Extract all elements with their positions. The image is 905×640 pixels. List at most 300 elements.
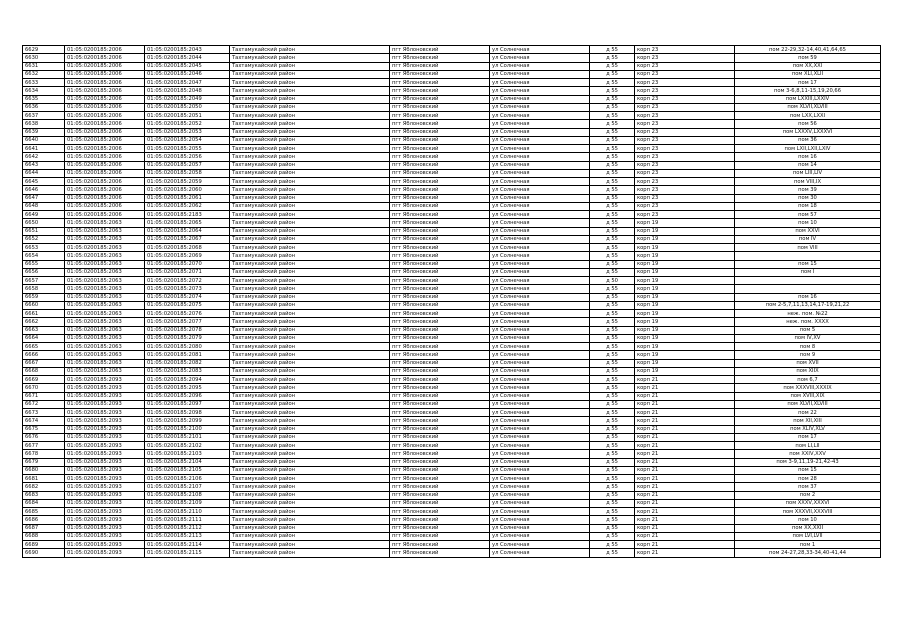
cell-cadastral: 01:05:0200185:2051 (145, 112, 230, 120)
cell-building: корп 21 (635, 491, 735, 499)
table-row (23, 475, 881, 483)
table-row (23, 450, 881, 458)
cell-settlement: пгт Яблоновский (390, 450, 490, 458)
cell-parent-cadastral: 01:05:0200185:2063 (65, 252, 145, 260)
cell-house: д 55 (590, 326, 635, 334)
cell-cadastral: 01:05:0200185:2082 (145, 359, 230, 367)
table-row (23, 103, 881, 111)
cell-building: корп 19 (635, 318, 735, 326)
cell-settlement: пгт Яблоновский (390, 145, 490, 153)
cell-building: корп 19 (635, 351, 735, 359)
cell-street: ул Солнечная (490, 54, 590, 62)
cell-district: Тахтамукайский район (230, 194, 390, 202)
cell-cadastral: 01:05:0200185:2099 (145, 417, 230, 425)
table-row (23, 367, 881, 375)
cell-building: корп 21 (635, 409, 735, 417)
cell-street: ул Солнечная (490, 532, 590, 540)
table-row (23, 161, 881, 169)
cell-street: ул Солнечная (490, 425, 590, 433)
cell-house: д 55 (590, 458, 635, 466)
cell-building: корп 19 (635, 301, 735, 309)
cell-parent-cadastral: 01:05:0200185:2006 (65, 186, 145, 194)
cell-building: корп 21 (635, 466, 735, 474)
table-row (23, 46, 881, 54)
cell-parent-cadastral: 01:05:0200185:2093 (65, 532, 145, 540)
cell-house: д 55 (590, 433, 635, 441)
cell-premises: пом 5 (735, 326, 881, 334)
cell-street: ул Солнечная (490, 112, 590, 120)
cell-house: д 55 (590, 367, 635, 375)
table-row (23, 79, 881, 87)
cell-cadastral: 01:05:0200185:2095 (145, 384, 230, 392)
cell-settlement: пгт Яблоновский (390, 219, 490, 227)
cell-cadastral: 01:05:0200185:2043 (145, 46, 230, 54)
cell-street: ул Солнечная (490, 326, 590, 334)
cell-cadastral: 01:05:0200185:2106 (145, 475, 230, 483)
cell-cadastral: 01:05:0200185:2079 (145, 334, 230, 342)
cell-premises: пом 3-6,8,11-15,19,20,66 (735, 87, 881, 95)
cell-premises: пом 28 (735, 475, 881, 483)
cell-district: Тахтамукайский район (230, 128, 390, 136)
cell-cadastral: 01:05:0200185:2070 (145, 260, 230, 268)
cell-building: корп 23 (635, 46, 735, 54)
table-row (23, 54, 881, 62)
cell-parent-cadastral: 01:05:0200185:2093 (65, 466, 145, 474)
cell-street: ул Солнечная (490, 95, 590, 103)
table-row (23, 516, 881, 524)
table-row (23, 384, 881, 392)
cell-building: корп 23 (635, 120, 735, 128)
cell-cadastral: 01:05:0200185:2113 (145, 532, 230, 540)
cell-premises (735, 277, 881, 285)
cell-district: Тахтамукайский район (230, 524, 390, 532)
cell-building: корп 21 (635, 433, 735, 441)
table-row (23, 334, 881, 342)
cell-settlement: пгт Яблоновский (390, 499, 490, 507)
cell-parent-cadastral: 01:05:0200185:2063 (65, 367, 145, 375)
cell-num: 6679 (23, 458, 65, 466)
cell-street: ул Солнечная (490, 367, 590, 375)
cell-district: Тахтамукайский район (230, 541, 390, 549)
cell-house: д 55 (590, 112, 635, 120)
table-row (23, 178, 881, 186)
cell-cadastral: 01:05:0200185:2061 (145, 194, 230, 202)
cell-num: 6681 (23, 475, 65, 483)
cell-parent-cadastral: 01:05:0200185:2006 (65, 87, 145, 95)
cell-premises: пом 22-29,32-14,40,41,64,65 (735, 46, 881, 54)
cell-premises: пом LI,LII (735, 442, 881, 450)
table-row (23, 310, 881, 318)
cell-street: ул Солнечная (490, 227, 590, 235)
cell-settlement: пгт Яблоновский (390, 392, 490, 400)
cell-building: корп 19 (635, 252, 735, 260)
cell-parent-cadastral: 01:05:0200185:2006 (65, 194, 145, 202)
cell-house: д 55 (590, 235, 635, 243)
cell-num: 6656 (23, 268, 65, 276)
cell-parent-cadastral: 01:05:0200185:2063 (65, 277, 145, 285)
cell-house: д 55 (590, 145, 635, 153)
cell-district: Тахтамукайский район (230, 392, 390, 400)
cell-building: корп 21 (635, 392, 735, 400)
cell-house: д 55 (590, 95, 635, 103)
cell-cadastral: 01:05:0200185:2056 (145, 153, 230, 161)
cell-house: д 55 (590, 549, 635, 557)
cell-cadastral: 01:05:0200185:2111 (145, 516, 230, 524)
cell-parent-cadastral: 01:05:0200185:2093 (65, 376, 145, 384)
cell-house: д 55 (590, 516, 635, 524)
cell-district: Тахтамукайский район (230, 120, 390, 128)
cell-cadastral: 01:05:0200185:2058 (145, 169, 230, 177)
cell-street: ул Солнечная (490, 351, 590, 359)
cell-settlement: пгт Яблоновский (390, 359, 490, 367)
table-row (23, 277, 881, 285)
cell-street: ул Солнечная (490, 235, 590, 243)
cell-parent-cadastral: 01:05:0200185:2063 (65, 334, 145, 342)
cell-district: Тахтамукайский район (230, 260, 390, 268)
table-row (23, 433, 881, 441)
table-row (23, 400, 881, 408)
cell-cadastral: 01:05:0200185:2045 (145, 62, 230, 70)
cell-premises: пом 16 (735, 153, 881, 161)
table-row (23, 466, 881, 474)
cell-settlement: пгт Яблоновский (390, 326, 490, 334)
cell-num: 6637 (23, 112, 65, 120)
cell-parent-cadastral: 01:05:0200185:2006 (65, 161, 145, 169)
cell-num: 6649 (23, 211, 65, 219)
cell-premises: пом 9 (735, 351, 881, 359)
cell-building: корп 23 (635, 136, 735, 144)
cell-num: 6647 (23, 194, 65, 202)
cell-settlement: пгт Яблоновский (390, 310, 490, 318)
cell-house: д 55 (590, 268, 635, 276)
cell-house: д 55 (590, 54, 635, 62)
cell-street: ул Солнечная (490, 343, 590, 351)
cell-parent-cadastral: 01:05:0200185:2063 (65, 268, 145, 276)
cell-street: ул Солнечная (490, 277, 590, 285)
cell-building: корп 19 (635, 293, 735, 301)
cell-house: д 55 (590, 400, 635, 408)
cell-house: д 55 (590, 202, 635, 210)
cell-district: Тахтамукайский район (230, 318, 390, 326)
table-row (23, 425, 881, 433)
cell-settlement: пгт Яблоновский (390, 178, 490, 186)
cell-premises: пом 14 (735, 161, 881, 169)
cell-num: 6682 (23, 483, 65, 491)
cell-num: 6669 (23, 376, 65, 384)
cell-building: корп 21 (635, 376, 735, 384)
cell-premises: пом 2 (735, 491, 881, 499)
cell-district: Тахтамукайский район (230, 442, 390, 450)
cell-settlement: пгт Яблоновский (390, 268, 490, 276)
cell-num: 6638 (23, 120, 65, 128)
cell-building: корп 23 (635, 194, 735, 202)
cell-premises: пом 17 (735, 433, 881, 441)
cell-parent-cadastral: 01:05:0200185:2063 (65, 310, 145, 318)
cell-house: д 55 (590, 508, 635, 516)
cell-street: ул Солнечная (490, 409, 590, 417)
cell-house: д 55 (590, 227, 635, 235)
cell-premises: пом LIII,LIV (735, 169, 881, 177)
cell-street: ул Солнечная (490, 244, 590, 252)
cell-house: д 55 (590, 211, 635, 219)
cell-street: ул Солнечная (490, 334, 590, 342)
cell-premises: пом 1 (735, 541, 881, 549)
cell-premises: пом 56 (735, 120, 881, 128)
cell-cadastral: 01:05:0200185:2064 (145, 227, 230, 235)
cell-num: 6645 (23, 178, 65, 186)
cell-parent-cadastral: 01:05:0200185:2063 (65, 359, 145, 367)
cell-settlement: пгт Яблоновский (390, 95, 490, 103)
cell-street: ул Солнечная (490, 219, 590, 227)
cell-house: д 55 (590, 318, 635, 326)
cell-premises: пом 3-9,11,19-21,42-43 (735, 458, 881, 466)
table-row (23, 95, 881, 103)
cell-premises: пом 30 (735, 194, 881, 202)
cell-num: 6683 (23, 491, 65, 499)
cell-house: д 55 (590, 252, 635, 260)
table-row (23, 227, 881, 235)
cell-cadastral: 01:05:0200185:2073 (145, 285, 230, 293)
cell-building: корп 23 (635, 95, 735, 103)
cell-settlement: пгт Яблоновский (390, 409, 490, 417)
cell-street: ул Солнечная (490, 70, 590, 78)
cell-house: д 55 (590, 310, 635, 318)
cell-parent-cadastral: 01:05:0200185:2063 (65, 227, 145, 235)
cell-building: корп 19 (635, 334, 735, 342)
cell-district: Тахтамукайский район (230, 202, 390, 210)
cell-num: 6655 (23, 260, 65, 268)
cell-settlement: пгт Яблоновский (390, 194, 490, 202)
cell-settlement: пгт Яблоновский (390, 376, 490, 384)
cell-district: Тахтамукайский район (230, 491, 390, 499)
cell-street: ул Солнечная (490, 491, 590, 499)
cell-premises: пом 2-5,7,11,13,14,17-19,21,22 (735, 301, 881, 309)
cell-parent-cadastral: 01:05:0200185:2063 (65, 285, 145, 293)
cell-num: 6635 (23, 95, 65, 103)
cell-district: Тахтамукайский район (230, 145, 390, 153)
cell-num: 6662 (23, 318, 65, 326)
cell-cadastral: 01:05:0200185:2094 (145, 376, 230, 384)
cell-premises: пом 36 (735, 136, 881, 144)
cell-cadastral: 01:05:0200185:2107 (145, 483, 230, 491)
cell-premises: пом 18 (735, 202, 881, 210)
cell-settlement: пгт Яблоновский (390, 301, 490, 309)
cell-num: 6659 (23, 293, 65, 301)
cell-district: Тахтамукайский район (230, 136, 390, 144)
table-row (23, 87, 881, 95)
cell-building: корп 23 (635, 128, 735, 136)
cell-street: ул Солнечная (490, 161, 590, 169)
cell-settlement: пгт Яблоновский (390, 186, 490, 194)
document-table-page (22, 45, 880, 558)
cell-parent-cadastral: 01:05:0200185:2093 (65, 499, 145, 507)
cell-parent-cadastral: 01:05:0200185:2006 (65, 103, 145, 111)
table-row (23, 524, 881, 532)
cell-building: корп 21 (635, 549, 735, 557)
table-row (23, 392, 881, 400)
cell-district: Тахтамукайский район (230, 211, 390, 219)
cell-cadastral: 01:05:0200185:2075 (145, 301, 230, 309)
cell-cadastral: 01:05:0200185:2114 (145, 541, 230, 549)
cell-street: ул Солнечная (490, 376, 590, 384)
cell-house: д 55 (590, 417, 635, 425)
cell-building: корп 21 (635, 400, 735, 408)
cell-settlement: пгт Яблоновский (390, 549, 490, 557)
cell-num: 6689 (23, 541, 65, 549)
cell-premises: пом XXXVIII,XXXIX (735, 384, 881, 392)
cell-settlement: пгт Яблоновский (390, 277, 490, 285)
cell-cadastral: 01:05:0200185:2076 (145, 310, 230, 318)
cell-num: 6629 (23, 46, 65, 54)
cell-cadastral: 01:05:0200185:2103 (145, 450, 230, 458)
cell-settlement: пгт Яблоновский (390, 442, 490, 450)
cell-house: д 55 (590, 194, 635, 202)
cell-street: ул Солнечная (490, 79, 590, 87)
cell-settlement: пгт Яблоновский (390, 343, 490, 351)
table-row (23, 260, 881, 268)
cell-building: корп 21 (635, 425, 735, 433)
cell-house: д 55 (590, 524, 635, 532)
cell-cadastral: 01:05:0200185:2067 (145, 235, 230, 243)
cell-num: 6642 (23, 153, 65, 161)
cell-settlement: пгт Яблоновский (390, 153, 490, 161)
cell-premises: пом I (735, 268, 881, 276)
cell-num: 6675 (23, 425, 65, 433)
cell-settlement: пгт Яблоновский (390, 483, 490, 491)
cell-num: 6674 (23, 417, 65, 425)
cell-district: Тахтамукайский район (230, 277, 390, 285)
cell-premises: пом XXVI (735, 227, 881, 235)
cell-district: Тахтамукайский район (230, 293, 390, 301)
cell-building: корп 19 (635, 367, 735, 375)
cell-cadastral: 01:05:0200185:2080 (145, 343, 230, 351)
cell-building: корп 19 (635, 359, 735, 367)
cell-cadastral: 01:05:0200185:2101 (145, 433, 230, 441)
cell-premises: пом 10 (735, 219, 881, 227)
cell-settlement: пгт Яблоновский (390, 260, 490, 268)
cell-parent-cadastral: 01:05:0200185:2063 (65, 260, 145, 268)
cell-parent-cadastral: 01:05:0200185:2063 (65, 318, 145, 326)
cell-cadastral: 01:05:0200185:2110 (145, 508, 230, 516)
cell-parent-cadastral: 01:05:0200185:2063 (65, 235, 145, 243)
cell-district: Тахтамукайский район (230, 268, 390, 276)
table-row (23, 376, 881, 384)
cell-street: ул Солнечная (490, 136, 590, 144)
cell-district: Тахтамукайский район (230, 153, 390, 161)
cell-parent-cadastral: 01:05:0200185:2006 (65, 128, 145, 136)
cell-building: корп 23 (635, 178, 735, 186)
cell-premises: неж. пом. XXXX (735, 318, 881, 326)
cell-street: ул Солнечная (490, 153, 590, 161)
cell-street: ул Солнечная (490, 260, 590, 268)
cell-premises: пом XLIV,XLV (735, 425, 881, 433)
cell-cadastral: 01:05:0200185:2060 (145, 186, 230, 194)
cell-parent-cadastral: 01:05:0200185:2006 (65, 136, 145, 144)
cell-num: 6631 (23, 62, 65, 70)
table-row (23, 326, 881, 334)
cell-num: 6640 (23, 136, 65, 144)
cell-district: Тахтамукайский район (230, 508, 390, 516)
cell-num: 6680 (23, 466, 65, 474)
cell-house: д 55 (590, 120, 635, 128)
cell-parent-cadastral: 01:05:0200185:2093 (65, 417, 145, 425)
cell-premises: пом 39 (735, 186, 881, 194)
cell-num: 6676 (23, 433, 65, 441)
cell-num: 6636 (23, 103, 65, 111)
cell-settlement: пгт Яблоновский (390, 46, 490, 54)
cell-cadastral: 01:05:0200185:2062 (145, 202, 230, 210)
cell-premises: пом XLVII,XLVIII (735, 103, 881, 111)
table-row (23, 541, 881, 549)
cell-district: Тахтамукайский район (230, 343, 390, 351)
table-row (23, 442, 881, 450)
cell-district: Тахтамукайский район (230, 417, 390, 425)
table-row (23, 128, 881, 136)
cell-premises: пом XX,XXI (735, 62, 881, 70)
cell-district: Тахтамукайский район (230, 186, 390, 194)
cell-num: 6660 (23, 301, 65, 309)
cell-premises: пом XXXVII,XXXVIII (735, 508, 881, 516)
cell-district: Тахтамукайский район (230, 326, 390, 334)
table-row (23, 62, 881, 70)
cell-num: 6678 (23, 450, 65, 458)
cell-building: корп 23 (635, 161, 735, 169)
cell-cadastral: 01:05:0200185:2054 (145, 136, 230, 144)
cell-street: ул Солнечная (490, 128, 590, 136)
table-row (23, 186, 881, 194)
cell-num: 6677 (23, 442, 65, 450)
cell-building: корп 19 (635, 235, 735, 243)
cell-house: д 55 (590, 178, 635, 186)
cell-parent-cadastral: 01:05:0200185:2093 (65, 409, 145, 417)
cell-district: Тахтамукайский район (230, 433, 390, 441)
table-row (23, 343, 881, 351)
cell-house: д 55 (590, 79, 635, 87)
cell-district: Тахтамукайский район (230, 425, 390, 433)
cell-num: 6685 (23, 508, 65, 516)
cell-parent-cadastral: 01:05:0200185:2006 (65, 202, 145, 210)
cell-cadastral: 01:05:0200185:2049 (145, 95, 230, 103)
cell-num: 6646 (23, 186, 65, 194)
cell-parent-cadastral: 01:05:0200185:2093 (65, 392, 145, 400)
cell-cadastral: 01:05:0200185:2052 (145, 120, 230, 128)
cell-building: корп 19 (635, 260, 735, 268)
cell-house: д 55 (590, 87, 635, 95)
cell-street: ул Солнечная (490, 458, 590, 466)
table-row (23, 194, 881, 202)
table-row (23, 211, 881, 219)
cell-district: Тахтамукайский район (230, 376, 390, 384)
cell-building: корп 23 (635, 87, 735, 95)
cell-district: Тахтамукайский район (230, 310, 390, 318)
cell-house: д 55 (590, 376, 635, 384)
cell-house: д 55 (590, 70, 635, 78)
cell-house: д 55 (590, 219, 635, 227)
cell-street: ул Солнечная (490, 120, 590, 128)
cell-settlement: пгт Яблоновский (390, 202, 490, 210)
cell-settlement: пгт Яблоновский (390, 425, 490, 433)
cell-building: корп 23 (635, 70, 735, 78)
cell-district: Тахтамукайский район (230, 367, 390, 375)
cell-building: корп 21 (635, 508, 735, 516)
cell-cadastral: 01:05:0200185:2072 (145, 277, 230, 285)
table-row (23, 153, 881, 161)
cell-parent-cadastral: 01:05:0200185:2093 (65, 400, 145, 408)
cell-premises: пом 59 (735, 54, 881, 62)
cell-street: ул Солнечная (490, 433, 590, 441)
cell-street: ул Солнечная (490, 293, 590, 301)
table-row (23, 145, 881, 153)
